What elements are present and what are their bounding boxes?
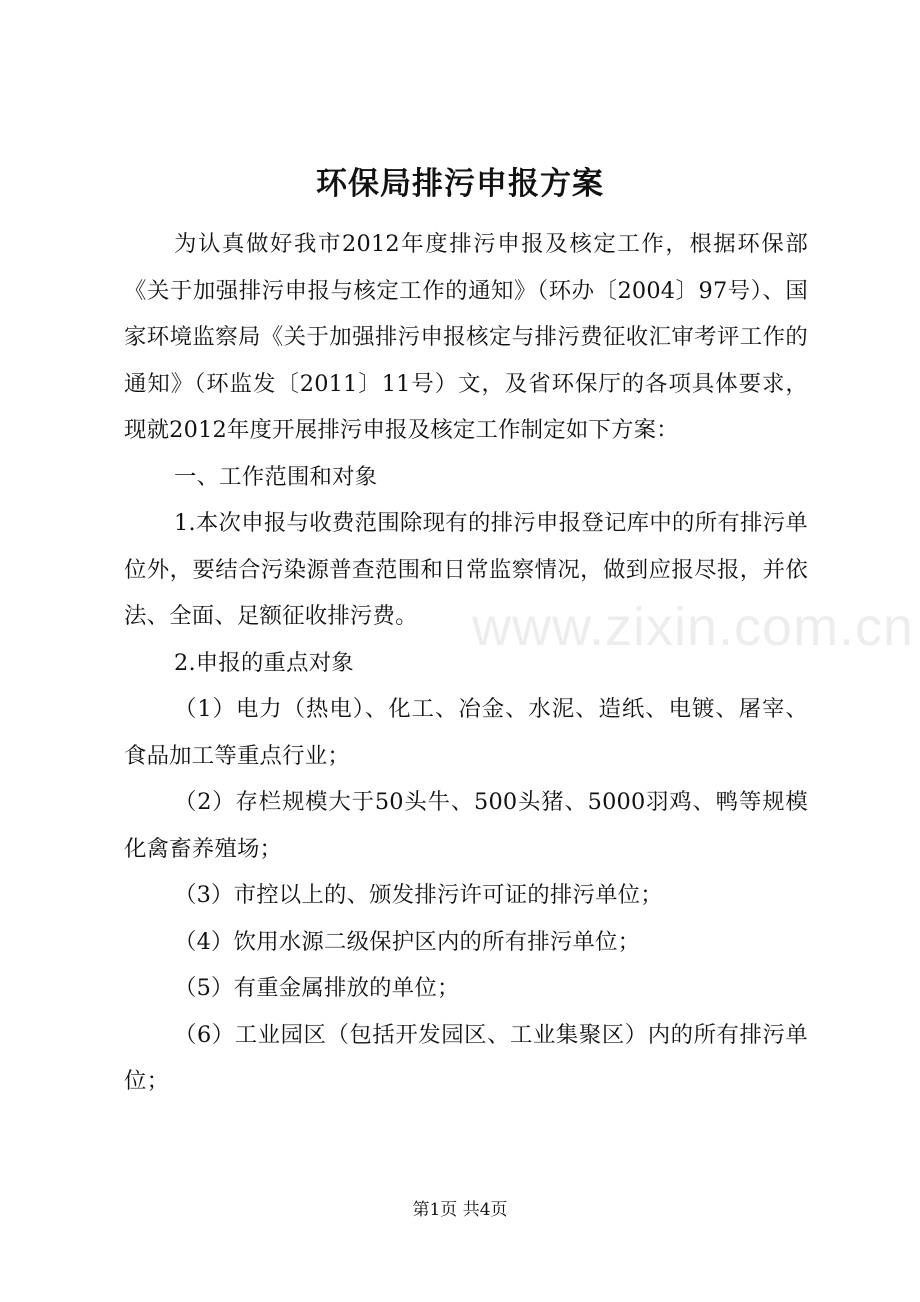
paragraph-intro: 为认真做好我市2012年度排污申报及核定工作，根据环保部《关于加强排污申报与核定工作的通知》（环办〔2004〕97号）、国家环境监察局《关于加强排污申报核定与排污费征收汇审考评工作的通知》（环监发〔2011〕11号）文，及省环保厅的各项具体要求，现就2012年度开展排污申报及核定工作制定如下方案： [124, 231, 808, 443]
watermark: www.zixin.com.cn [472, 597, 915, 657]
page-footer: 第1页 共4页 [412, 1200, 508, 1220]
list-item-6: （6）工业园区（包括开发园区、工业集聚区）内的所有排污单位； [124, 1021, 808, 1094]
list-item-4: （4）饮用水源二级保护区内的所有排污单位； [174, 928, 641, 955]
section-heading-scope: 一、工作范围和对象 [174, 463, 378, 490]
paragraph-scope-2: 2.申报的重点对象 [174, 649, 354, 676]
list-item-3: （3）市控以上的、颁发排污许可证的排污单位； [174, 882, 663, 908]
list-item-5: （5）有重金属排放的单位； [174, 975, 460, 1001]
list-item-1: （1）电力（热电）、化工、冶金、水泥、造纸、电镀、屠宰、食品加工等重点行业； [124, 696, 808, 769]
paragraph-scope-1: 1.本次申报与收费范围除现有的排污申报登记库中的所有排污单位外，要结合污染源普查范围和日常监察情况，做到应报尽报，并依法、全面、足额征收排污费。 [124, 510, 808, 629]
document-body [124, 221, 808, 1105]
list-item-2: （2）存栏规模大于50头牛、500头猪、5000羽鸡、鸭等规模化禽畜养殖场； [124, 789, 808, 862]
document-title: 环保局排污申报方案 [316, 166, 604, 202]
